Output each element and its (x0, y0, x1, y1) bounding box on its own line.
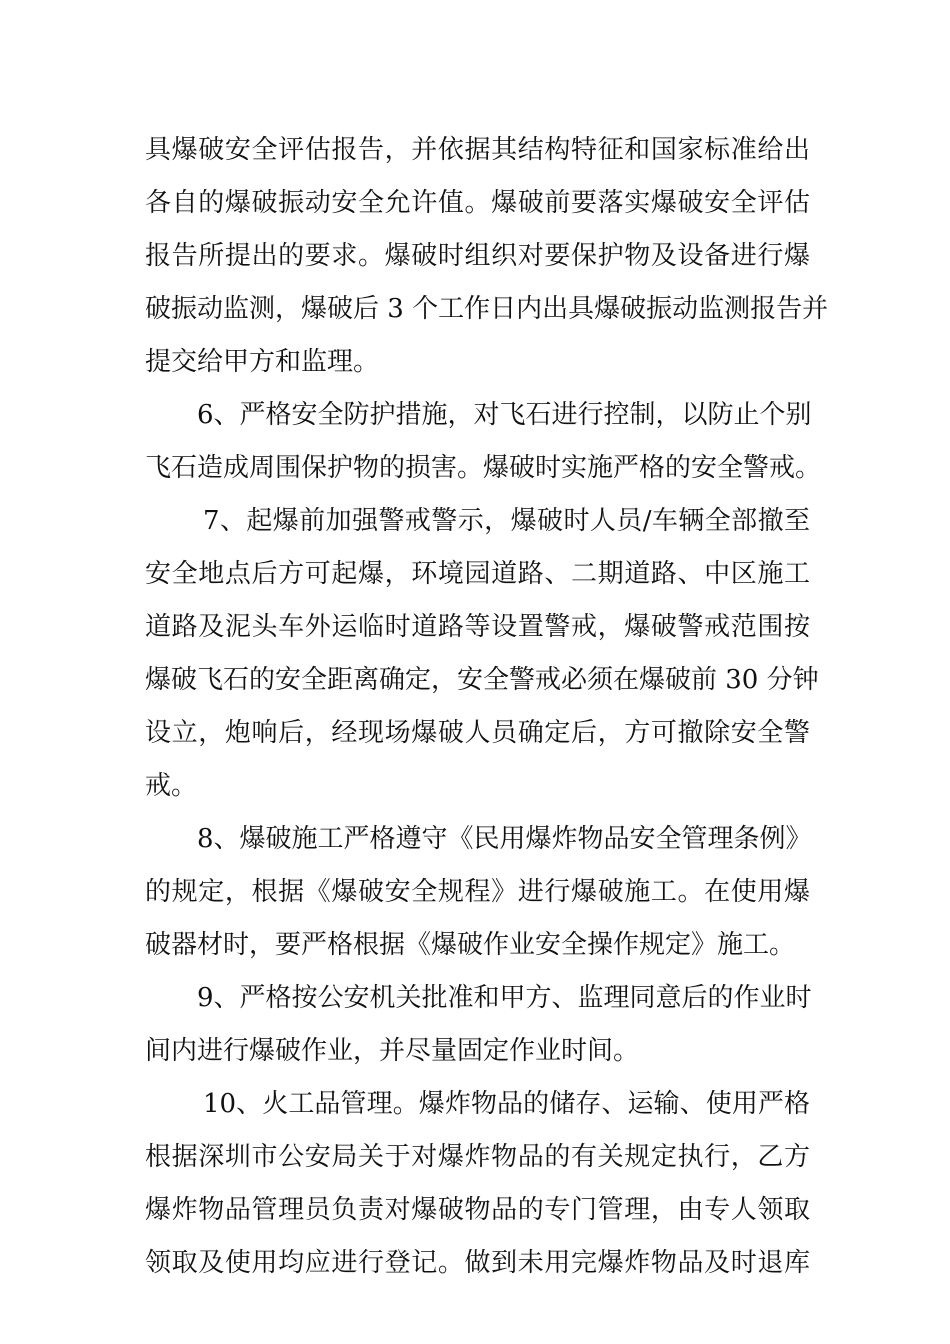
text-line: 爆炸物品管理员负责对爆破物品的专门管理，由专人领取 (145, 1195, 810, 1225)
paragraph-10-start: 10、火工品管理。爆炸物品的储存、运输、使用严格 (203, 1089, 810, 1119)
text-line: 戒。 (145, 771, 198, 801)
text-line: 报告所提出的要求。爆破时组织对要保护物及设备进行爆 (145, 241, 810, 271)
paragraph-9-start: 9、严格按公安机关批准和甲方、监理同意后的作业时 (197, 983, 812, 1013)
paragraph-8-start: 8、爆破施工严格遵守《民用爆炸物品安全管理条例》 (197, 824, 812, 854)
paragraph-6-start: 6、严格安全防护措施，对飞石进行控制，以防止个别 (197, 400, 812, 430)
text-line: 爆破飞石的安全距离确定，安全警戒必须在爆破前 30 分钟 (145, 665, 819, 695)
text-line: 领取及使用均应进行登记。做到未用完爆炸物品及时退库 (145, 1248, 810, 1278)
text-line: 道路及泥头车外运临时道路等设置警戒，爆破警戒范围按 (145, 612, 810, 642)
text-line: 各自的爆破振动安全允许值。爆破前要落实爆破安全评估 (145, 188, 810, 218)
text-line: 间内进行爆破作业，并尽量固定作业时间。 (145, 1036, 640, 1066)
text-line: 破器材时，要严格根据《爆破作业安全操作规定》施工。 (145, 930, 796, 960)
text-line: 安全地点后方可起爆，环境园道路、二期道路、中区施工 (145, 559, 810, 589)
text-line: 具爆破安全评估报告，并依据其结构特征和国家标准给出 (145, 135, 810, 165)
paragraph-7-start: 7、起爆前加强警戒警示，爆破时人员/车辆全部撤至 (203, 506, 810, 536)
text-line: 提交给甲方和监理。 (145, 347, 380, 377)
text-line: 破振动监测，爆破后 3 个工作日内出具爆破振动监测报告并 (145, 294, 829, 324)
document-body (145, 124, 829, 1290)
text-line: 飞石造成周围保护物的损害。爆破时实施严格的安全警戒。 (145, 453, 822, 483)
text-line: 的规定，根据《爆破安全规程》进行爆破施工。在使用爆 (145, 877, 810, 907)
text-line: 设立，炮响后，经现场爆破人员确定后，方可撤除安全警 (145, 718, 810, 748)
text-line: 根据深圳市公安局关于对爆炸物品的有关规定执行，乙方 (145, 1142, 810, 1172)
